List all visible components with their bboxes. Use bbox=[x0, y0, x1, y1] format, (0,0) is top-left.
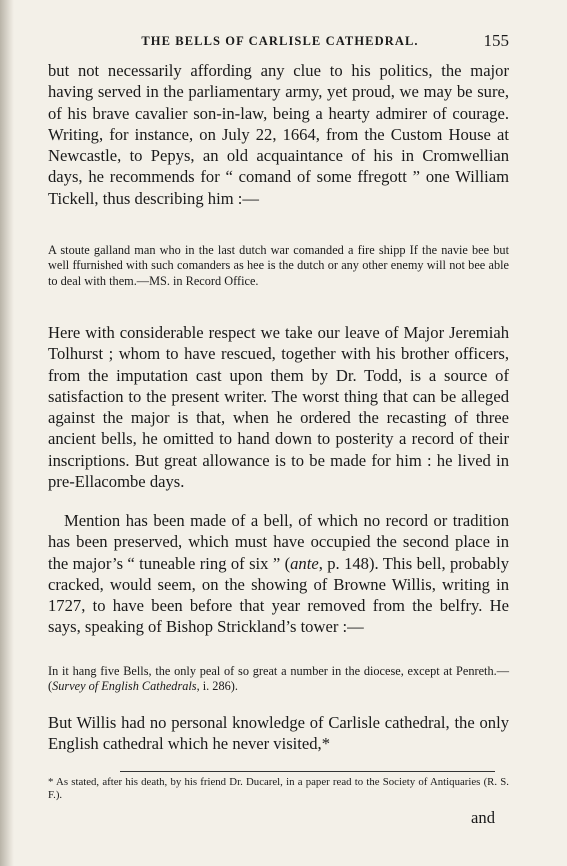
text-run: Mention has been made of a bell, of which no record or tradition has been preserved, which must have occupied the second place in the major’s “ tuneable ring of six ” ( bbox=[48, 511, 509, 573]
block-quote-willis bbox=[48, 664, 509, 695]
paragraph-text bbox=[48, 510, 509, 638]
quote-text bbox=[48, 664, 509, 695]
paragraph-continued bbox=[48, 60, 509, 209]
footnote bbox=[48, 776, 509, 802]
page-gutter-shadow bbox=[0, 0, 14, 866]
text-run: , i. 286). bbox=[196, 679, 238, 694]
source-title: Survey of English Cathedrals bbox=[52, 679, 197, 694]
paragraph-missing-bell bbox=[48, 510, 509, 638]
footnote-rule bbox=[120, 771, 495, 772]
ante-reference: ante bbox=[290, 553, 319, 573]
block-quote-letter bbox=[48, 243, 509, 289]
paragraph-tolhurst bbox=[48, 322, 509, 492]
text-run: In it hang five Bells, the only peal of so great a number in the diocese, except at Penreth.—( bbox=[48, 664, 509, 694]
text-run: , p. 148). This bell, probably cracked, would seem, on the showing of Browne Willis, writing in 1727, to have been before that year removed from the belfry. He says, speaking of Bishop Strickland’s tower :— bbox=[48, 553, 509, 637]
running-head: THE BELLS OF CARLISLE CATHEDRAL. bbox=[141, 34, 419, 48]
paragraph-text: But Willis had no personal knowledge of Carlisle cathedral, the only English cathedral which he never visited,* bbox=[48, 713, 509, 754]
catchword: and bbox=[471, 808, 495, 827]
footnote-text: * As stated, after his death, by his friend Dr. Ducarel, in a paper read to the Society of Antiquaries (R. S. F.). bbox=[48, 776, 509, 801]
quote-text: A stoute galland man who in the last dutch war comanded a fire shipp If the navie bee but well ffurnished with such comanders as hee is the dutch or any other enemy will not bee able to deal with them.—MS. in Record Office. bbox=[48, 243, 509, 288]
paragraph-text: but not necessarily affording any clue to his politics, the major having served in the parliamentary army, yet proud, we may be sure, of his brave cavalier son-in-law, being a hearty admirer of courage. Writing, for instance, on July 22, 1664, from the Custom House at Newcastle, to Pepys, an old acquaintance of his in Cromwellian days, he recommends for “ comand of some ffregott ” one William Tickell, thus describing him :— bbox=[48, 61, 509, 208]
paragraph-willis bbox=[48, 712, 509, 755]
page-number: 155 bbox=[483, 31, 509, 50]
paragraph-text: Here with considerable respect we take our leave of Major Jeremiah Tolhurst ; whom to have rescued, together with his brother officers, from the imputation cast upon them by Dr. Todd, is a source of satisfaction to the present writer. The worst thing that can be alleged against the major is that, when he ordered the recasting of three ancient bells, he omitted to hand down to posterity a record of their inscriptions. But great allowance is to be made for him : he lived in pre-Ellacombe days. bbox=[48, 323, 509, 492]
